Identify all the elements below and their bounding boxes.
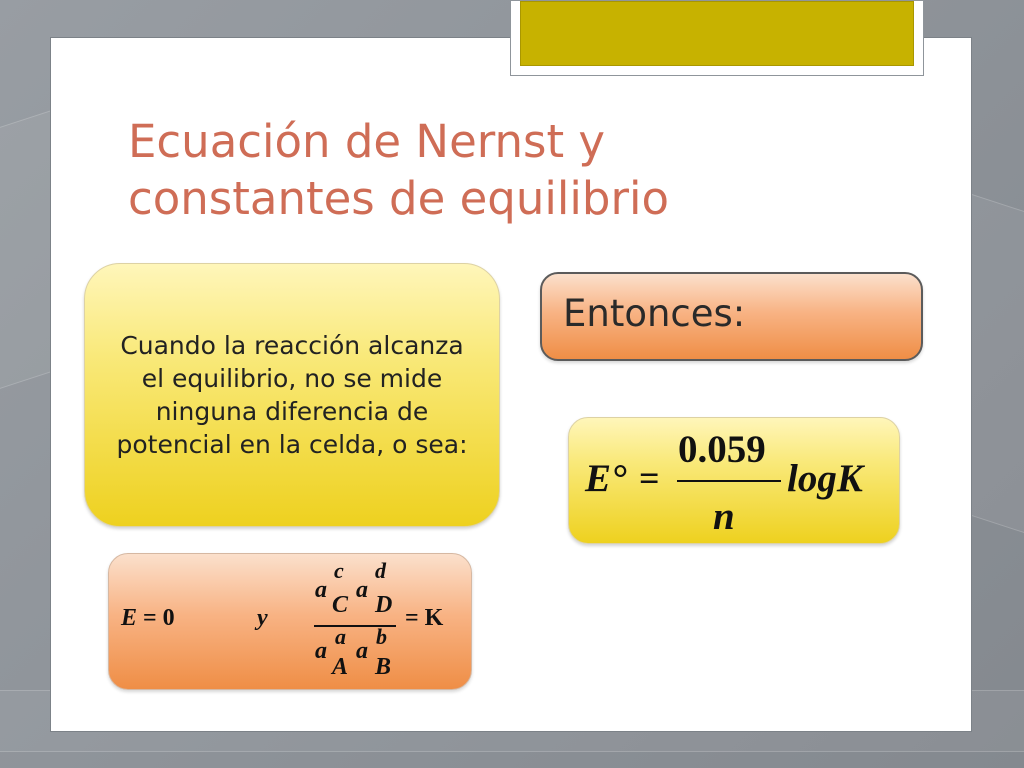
activity-den-a1: a [315,638,327,664]
header-accent-box [510,0,924,76]
nernst-formula-box [568,417,900,544]
header-accent-fill [520,1,914,66]
activity-num-c-exp: c [334,558,344,583]
activity-num-a2: a [356,577,368,603]
then-box [540,272,923,361]
formula-fraction-line [677,480,781,482]
equilibrium-equals-zero: = 0 [143,605,175,631]
formula-log-k: logK [787,457,863,500]
equilibrium-e: E [121,605,138,631]
formula-equals: = [639,458,660,498]
equilibrium-equals-k: = K [405,605,444,631]
title-line-2: constantes de equilibrio [128,172,669,225]
equilibrium-condition-box [108,553,472,690]
title-line-1: Ecuación de Nernst y [128,115,606,168]
equilibrium-explanation-text: Cuando la reacción alcanza el equilibrio, no se mide ninguna diferencia de potencial en la celda, o sea: [116,331,468,459]
activity-num-d-exp: d [375,558,386,583]
formula-denominator: n [713,495,735,538]
then-label: Entonces: [563,292,746,335]
formula-numerator: 0.059 [678,428,766,471]
activity-den-a-exp: a [335,624,346,649]
activity-num-c-sub: C [332,592,349,618]
activity-den-a2: a [356,638,368,664]
activity-den-b-sub: B [375,654,392,680]
activity-num-a1: a [315,577,327,603]
activity-den-b-exp: b [376,624,387,649]
activity-den-a-sub: A [332,654,349,680]
page-title [128,113,888,227]
equilibrium-y: y [257,605,268,631]
formula-e-standard: E° [585,457,627,500]
activity-num-d-sub: D [375,592,393,618]
equilibrium-explanation-box [84,263,500,527]
